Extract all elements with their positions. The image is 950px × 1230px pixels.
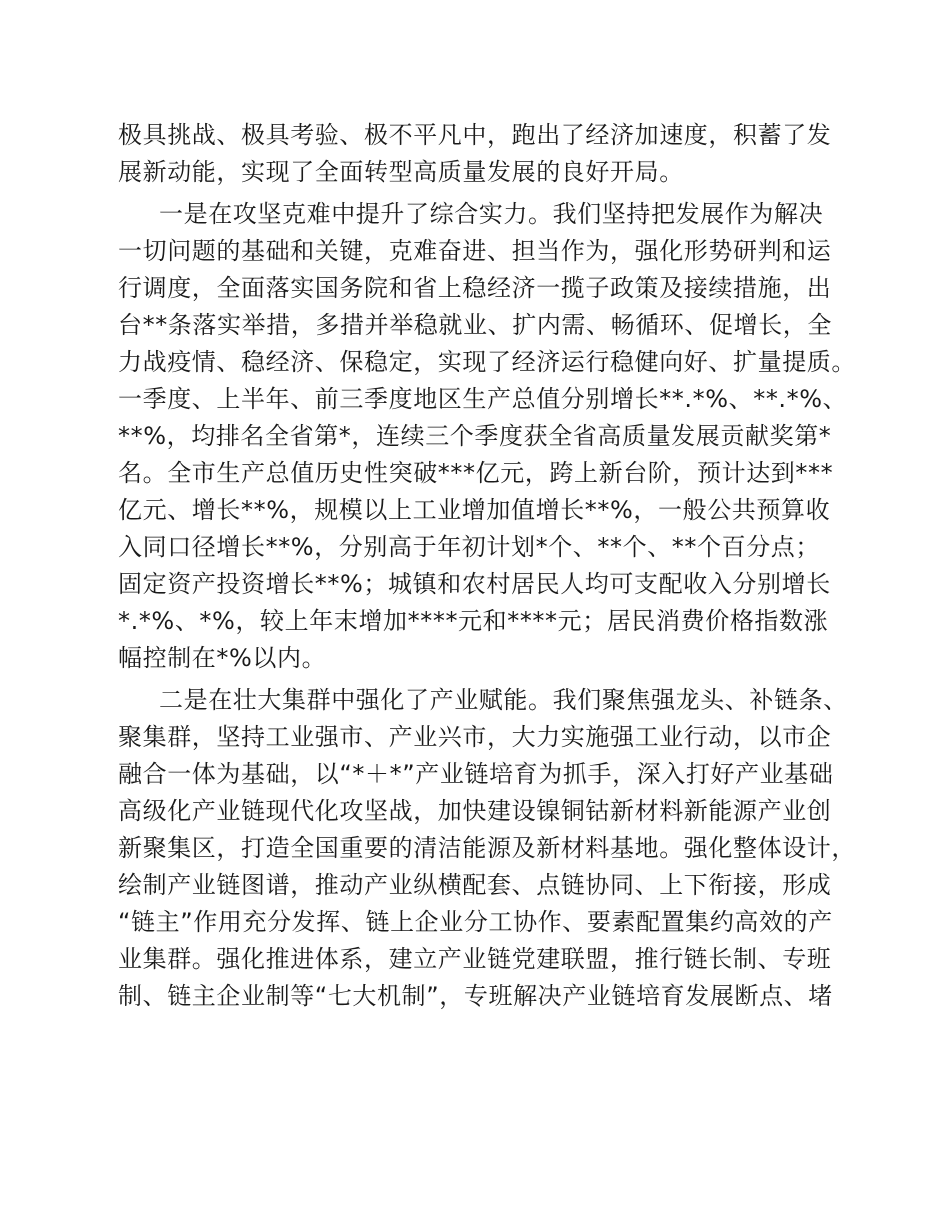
- text-line: 二是在壮大集群中强化了产业赋能。我们聚焦强龙头、补链条、: [159, 686, 848, 714]
- text-line: 聚集群，坚持工业强市、产业兴市，大力实施强工业行动，以市企: [118, 723, 832, 751]
- text-line: 一季度、上半年、前三季度地区生产总值分别增长**.*%、**.*%、: [118, 385, 848, 413]
- text-line: 名。全市生产总值历史性突破***亿元，跨上新台阶，预计达到***: [118, 459, 834, 487]
- paragraph-continuation: [118, 121, 848, 186]
- body-text: [118, 121, 856, 1019]
- text-line: 一切问题的基础和关键，克难奋进、担当作为，强化形势研判和运: [118, 237, 832, 265]
- text-line: 入同口径增长**%，分别高于年初计划*个、**个、**个百分点；: [118, 533, 821, 561]
- text-line: 极具挑战、极具考验、极不平凡中，跑出了经济加速度，积蓄了发: [118, 121, 832, 149]
- paragraph-industry-empowerment: [118, 686, 856, 1010]
- text-line: **%，均排名全省第*，连续三个季度获全省高质量发展贡献奖第*: [118, 422, 832, 450]
- text-line: 制、链主企业制等“七大机制”，专班解决产业链培育发展断点、堵: [118, 982, 833, 1010]
- text-line: *.*%、*%，较上年末增加****元和****元；居民消费价格指数涨: [118, 607, 829, 635]
- text-line: 展新动能，实现了全面转型高质量发展的良好开局。: [118, 158, 684, 186]
- text-line: 高级化产业链现代化攻坚战，加快建设镍铜钴新材料新能源产业创: [118, 797, 832, 825]
- text-line: 台**条落实举措，多措并举稳就业、扩内需、畅循环、促增长，全: [118, 311, 832, 339]
- paragraph-comprehensive-strength: [118, 200, 856, 672]
- text-line: 亿元、增长**%，规模以上工业增加值增长**%，一般公共预算收: [118, 496, 831, 524]
- text-line: 行调度，全面落实国务院和省上稳经济一揽子政策及接续措施，出: [118, 274, 832, 302]
- text-line: 融合一体为基础，以“*＋*”产业链培育为抓手，深入打好产业基础: [118, 760, 834, 788]
- text-line: 力战疫情、稳经济、保稳定，实现了经济运行稳健向好、扩量提质。: [118, 348, 856, 376]
- text-line: 固定资产投资增长**%；城镇和农村居民人均可支配收入分别增长: [118, 570, 831, 598]
- text-line: “链主”作用充分发挥、链上企业分工协作、要素配置集约高效的产: [118, 908, 833, 936]
- text-line: 幅控制在*%以内。: [118, 644, 327, 672]
- text-line: 绘制产业链图谱，推动产业纵横配套、点链协同、上下衔接，形成: [118, 871, 832, 899]
- text-line: 业集群。强化推进体系，建立产业链党建联盟，推行链长制、专班: [118, 945, 832, 973]
- text-line: 一是在攻坚克难中提升了综合实力。我们坚持把发展作为解决: [159, 200, 824, 228]
- text-line: 新聚集区，打造全国重要的清洁能源及新材料基地。强化整体设计，: [118, 834, 856, 862]
